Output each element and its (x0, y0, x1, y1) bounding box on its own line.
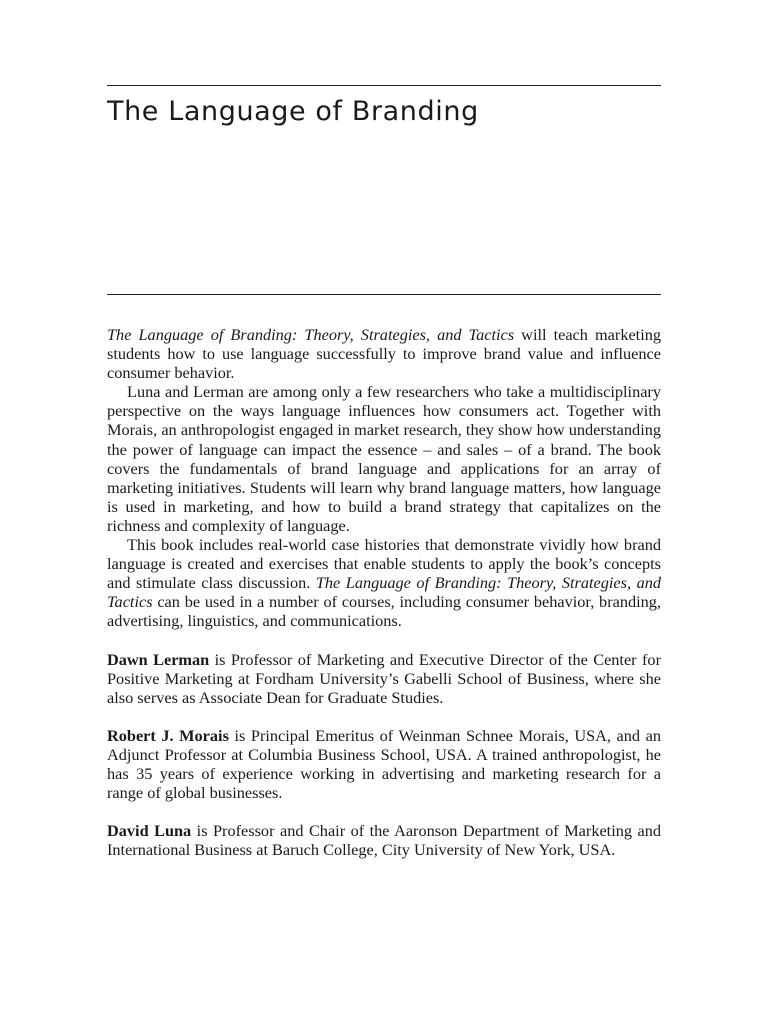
author-name: Dawn Lerman (107, 649, 210, 669)
author-name: Robert J. Morais (107, 725, 229, 745)
author-name: David Luna (107, 821, 192, 841)
description-text: can be used in a number of courses, including consumer behavior, branding, advertising, linguistics, and communications. (107, 592, 661, 631)
description-paragraph-1 (107, 325, 661, 382)
author-bio-lerman (107, 650, 661, 707)
book-page (107, 0, 661, 1024)
description-text: This book includes real-world case histories that demonstrate vividly how brand language is created and exercises that enable students to apply the book’s concepts and stimulate class discussion. (107, 535, 661, 593)
description-text: will teach marketing students how to use language successfully to improve brand value and influence consumer behavior. (107, 325, 662, 383)
author-bio-text: is Principal Emeritus of Weinman Schnee Morais, USA, and an Adjunct Professor at Columbia Business School, USA. A trained anthropologist, he has 35 years of experience working in advertising and marketing research for a range of global businesses. (107, 725, 661, 803)
book-title-italic: The Language of Branding: Theory, Strategies, and Tactics (107, 573, 662, 612)
author-bio-morais (107, 726, 661, 802)
author-bio-text: is Professor of Marketing and Executive Director of the Center for Positive Marketing at Fordham University’s Gabelli School of Business, where she also serves as Associate Dean for Graduate Studies. (107, 649, 661, 707)
top-rule (107, 85, 661, 86)
description-paragraph-3 (107, 535, 661, 630)
description-text: Luna and Lerman are among only a few researchers who take a multidisciplinary perspective on the ways language influences how consumers act. Together with Morais, an anthropologist engaged in market research, they show how understanding the power of language can impact the essence – and sales – of a brand. The book covers the fundamentals of brand language and applications for an array of marketing initiatives. Students will learn why brand language matters, how language is used in marketing, and how to build a brand strategy that capitalizes on the richness and complexity of language. (107, 382, 661, 535)
back-cover-text (107, 325, 661, 859)
book-title-italic: The Language of Branding: Theory, Strategies, and Tactics (107, 325, 515, 344)
description-paragraph-2 (107, 382, 661, 535)
author-bio-text: is Professor and Chair of the Aaronson Department of Marketing and International Business at Baruch College, City University of New York, USA. (107, 821, 661, 860)
bottom-rule (107, 294, 661, 295)
page-title: The Language of Branding (107, 96, 479, 127)
author-bio-luna (107, 821, 661, 859)
